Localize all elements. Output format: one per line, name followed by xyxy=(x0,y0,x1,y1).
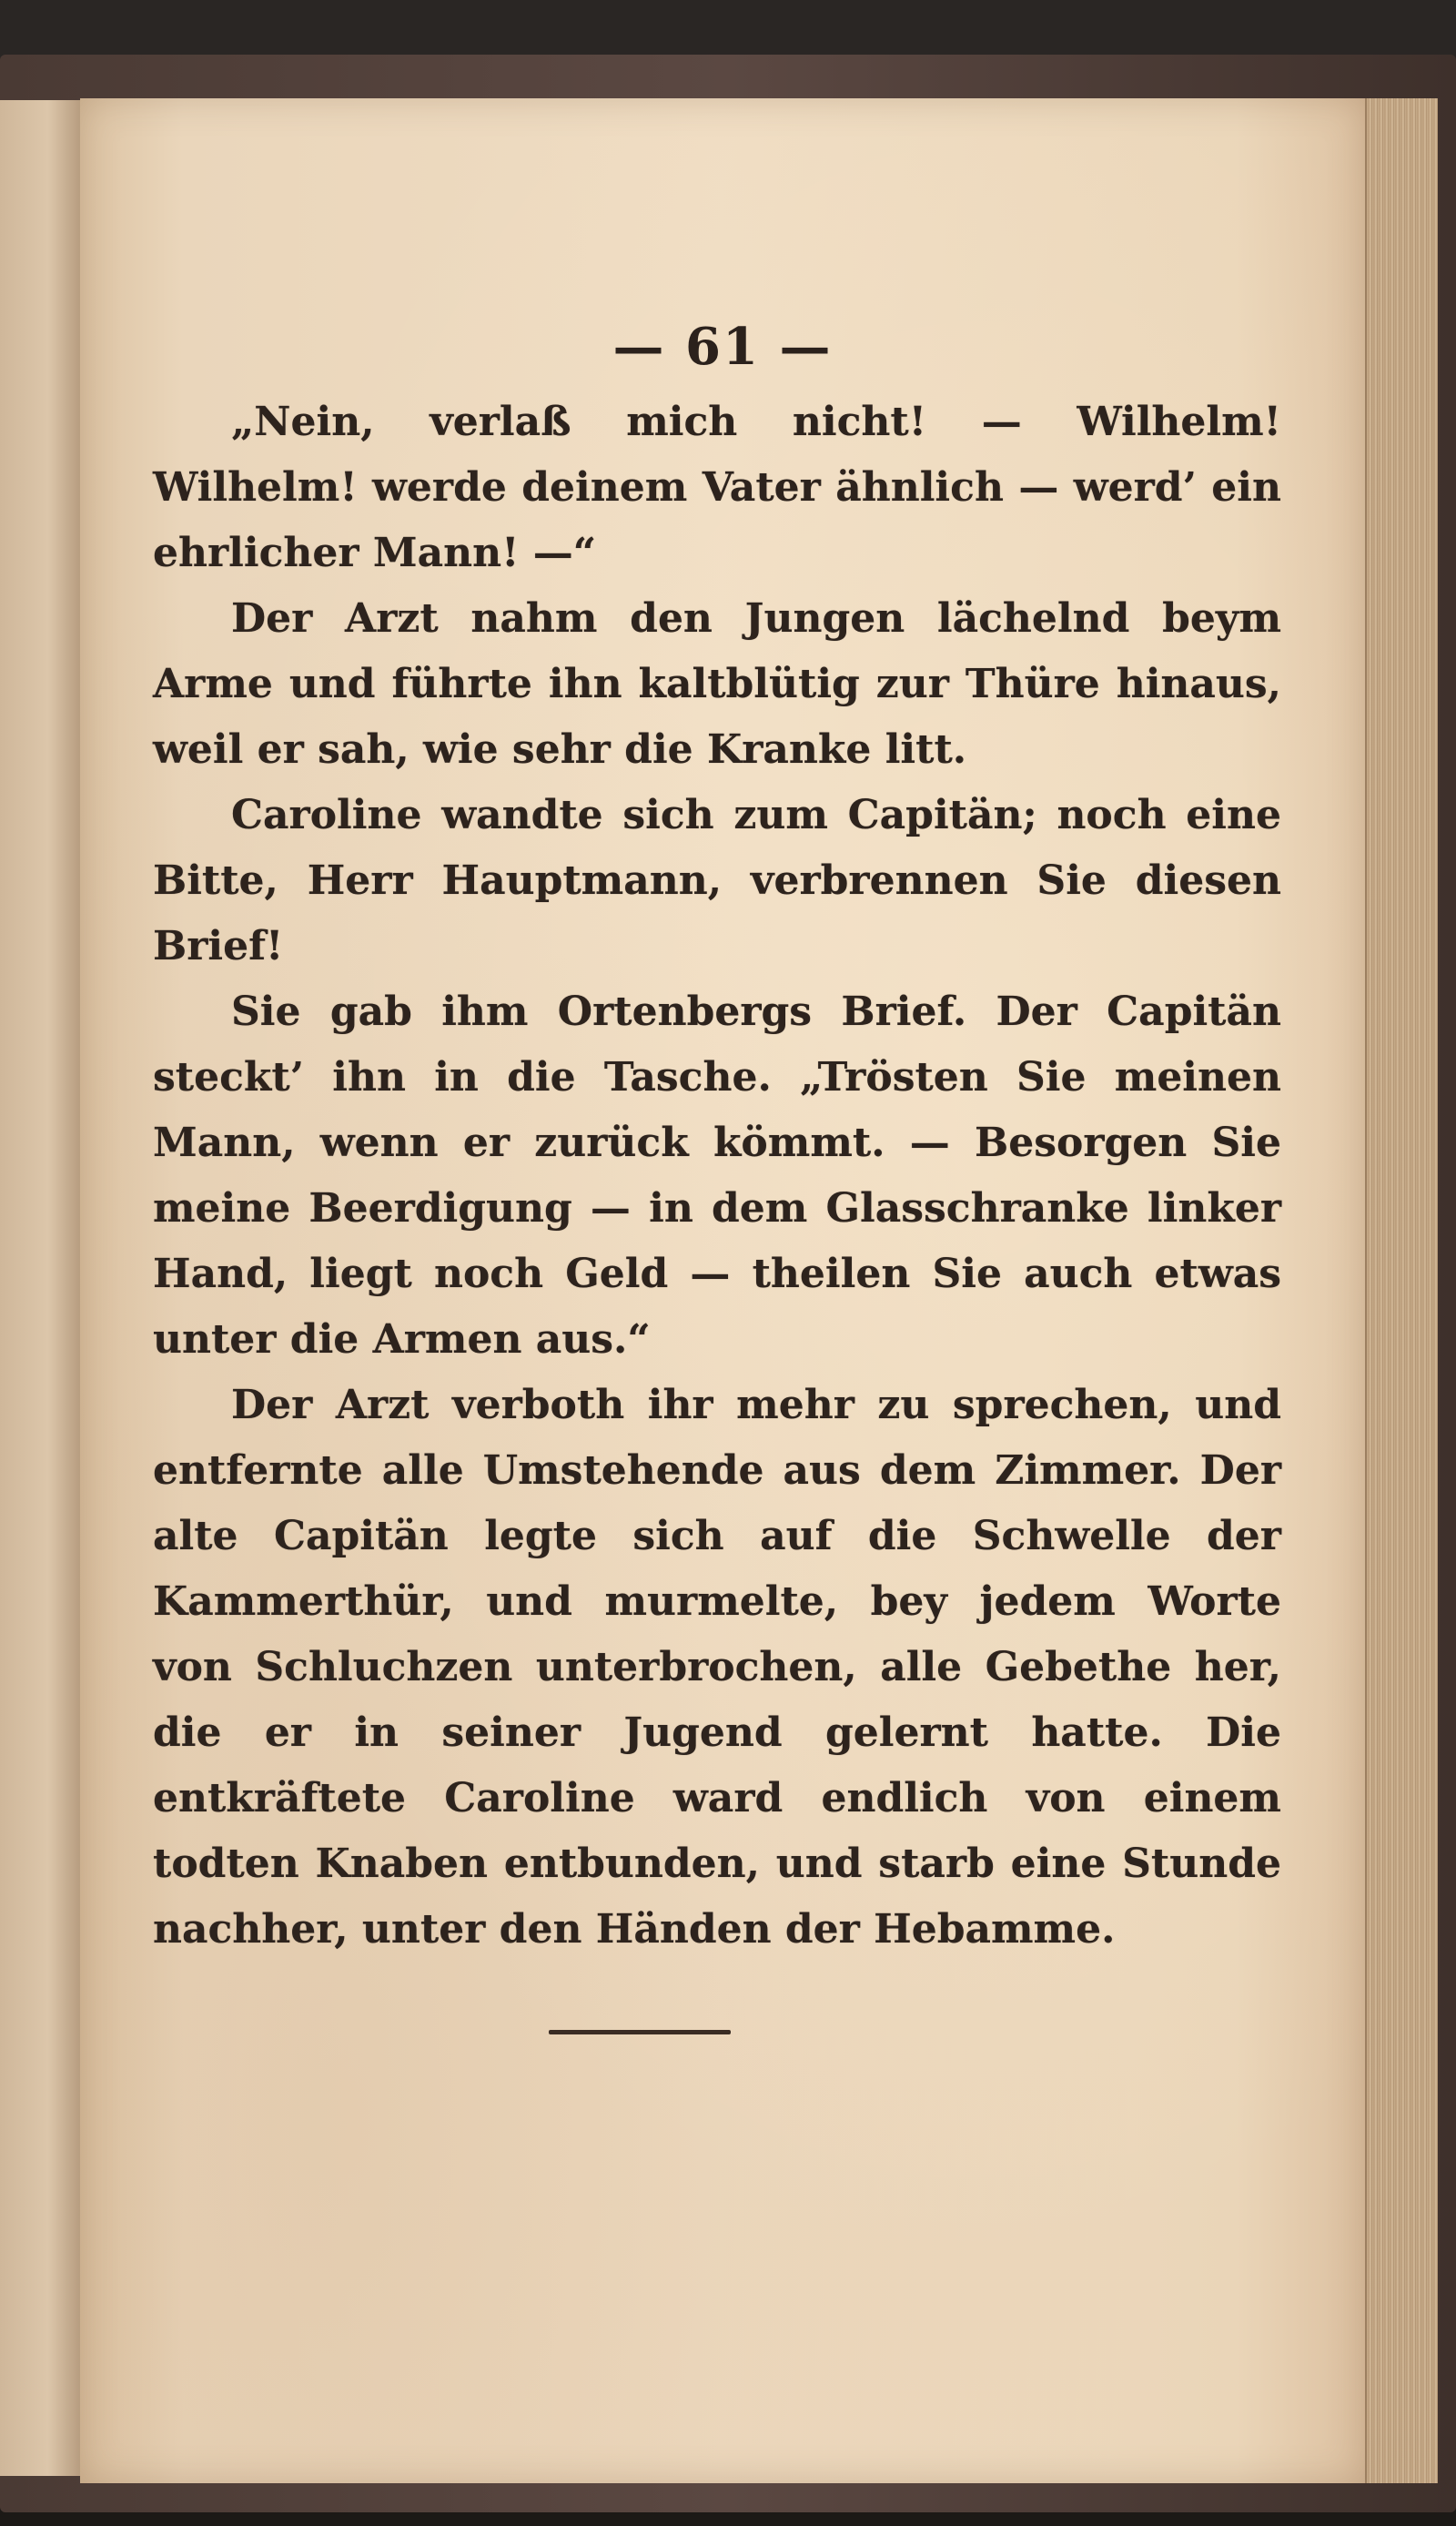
page-body xyxy=(153,390,1281,1963)
paragraph-3: Caroline wandte sich zum Capitän; noch eine Bitte, Herr Hauptmann, verbrennen Sie diesen Brief! xyxy=(153,792,1281,969)
paragraph-1: „Nein, verlaß mich nicht! — Wilhelm! Wilhelm! werde deinem Vater ähnlich — werd’ ein ehrlicher Mann! —“ xyxy=(153,399,1281,576)
page-stack-edges xyxy=(1365,98,1438,2483)
previous-page-edge xyxy=(0,100,83,2476)
paragraph-2: Der Arzt nahm den Jungen lächelnd beym Arme und führte ihn kaltblütig zur Thüre hinaus, weil er sah, wie sehr die Kranke litt. xyxy=(153,595,1281,773)
book-page xyxy=(80,98,1365,2483)
end-rule-divider xyxy=(549,2030,731,2034)
page-number: — 61 — xyxy=(612,317,833,377)
paragraph-4: Sie gab ihm Ortenbergs Brief. Der Capitän steckt’ ihn in die Tasche. „Trösten Sie meinen Mann, wenn er zurück kömmt. — Besorgen Sie meine Beerdigung — in dem Glasschranke linker Hand, liegt noch Geld — theilen Sie auch etwas unter die Armen aus.“ xyxy=(153,989,1281,1363)
paragraph-5: Der Arzt verboth ihr mehr zu sprechen, und entfernte alle Umstehende aus dem Zimmer. Der alte Capitän legte sich auf die Schwelle der Kammerthür, und murmelte, bey jedem Worte von Schluchzen unterbrochen, alle Gebethe her, die er in seiner Jugend gelernt hatte. Die entkräftete Caroline ward endlich von einem todten Knaben entbunden, und starb eine Stunde nachher, unter den Händen der Hebamme. xyxy=(153,1382,1281,1953)
